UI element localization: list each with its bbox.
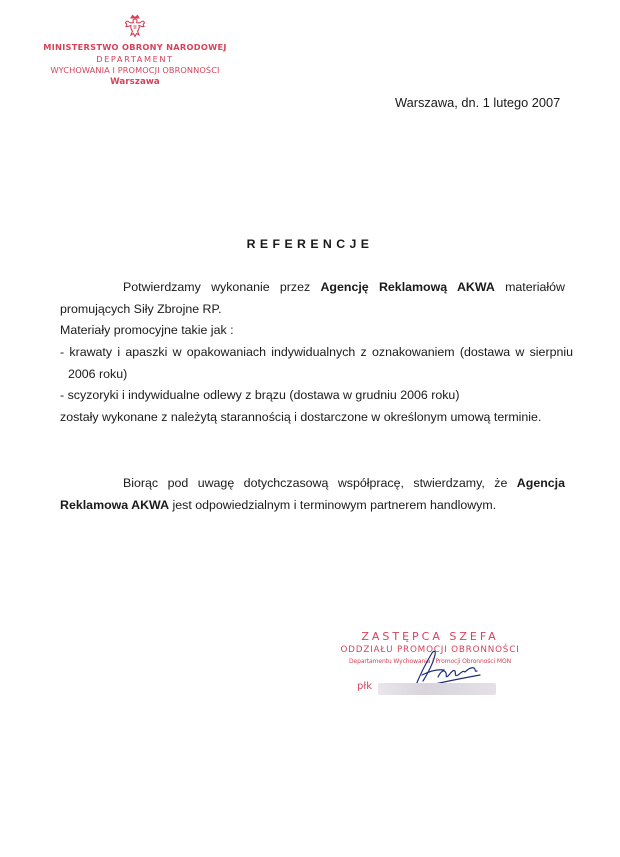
stamp-department-name: WYCHOWANIA I PROMOCJI OBRONNOŚCI xyxy=(50,65,220,75)
confirmation-paragraph xyxy=(60,277,565,320)
stamp-division: ODDZIAŁU PROMOCJI OBRONNOŚCI xyxy=(340,645,520,655)
agency-name-bold-2: Agencja Reklamowa AKWA xyxy=(60,476,565,512)
stamp-department: DEPARTAMENT xyxy=(96,53,174,64)
paragraph2-text-b: jest odpowiedzialnym i terminowym partnerem handlowym. xyxy=(169,497,497,512)
stamp-ministry-name: MINISTERSTWO OBRONY NARODOWEJ xyxy=(43,42,227,52)
stamp-department-line: Departamentu Wychowania i Promocji Obronności MON xyxy=(349,658,511,665)
stamp-position: ZASTĘPCA SZEFA xyxy=(361,630,499,643)
paragraph1-text-a: Potwierdzamy wykonanie przez xyxy=(123,280,321,294)
polish-eagle-icon xyxy=(124,14,146,38)
date-line: Warszawa, dn. 1 lutego 2007 xyxy=(395,95,561,110)
stamp-city: Warszawa xyxy=(110,76,160,87)
document-title: REFERENCJE xyxy=(246,237,374,251)
completion-text: zostały wykonane z należytą starannością i dostarczone w określonym umową terminie. xyxy=(60,410,542,424)
signatory-rank: płk xyxy=(357,681,372,692)
paragraph2-text-a: Biorąc pod uwagę dotychczasową współpracę, stwierdzamy, że xyxy=(123,476,517,490)
materials-intro: Materiały promocyjne takie jak : xyxy=(60,323,234,337)
list-item-knives: - scyzoryki i indywidualne odlewy z brązu (dostawa w grudniu 2006 roku) xyxy=(60,388,460,402)
ministry-header-stamp xyxy=(40,14,230,88)
recommendation-paragraph xyxy=(60,473,565,516)
paragraph1-text-b: materiałów promujących Siły Zbrojne RP. xyxy=(60,280,565,316)
list-item-ties: - krawaty i apaszki w opakowaniach indywidualnych z oznakowaniem (dostawa w sierpniu 2006 roku) xyxy=(60,345,573,381)
redacted-name xyxy=(378,683,496,695)
agency-name-bold: Agencję Reklamową AKWA xyxy=(320,280,495,294)
